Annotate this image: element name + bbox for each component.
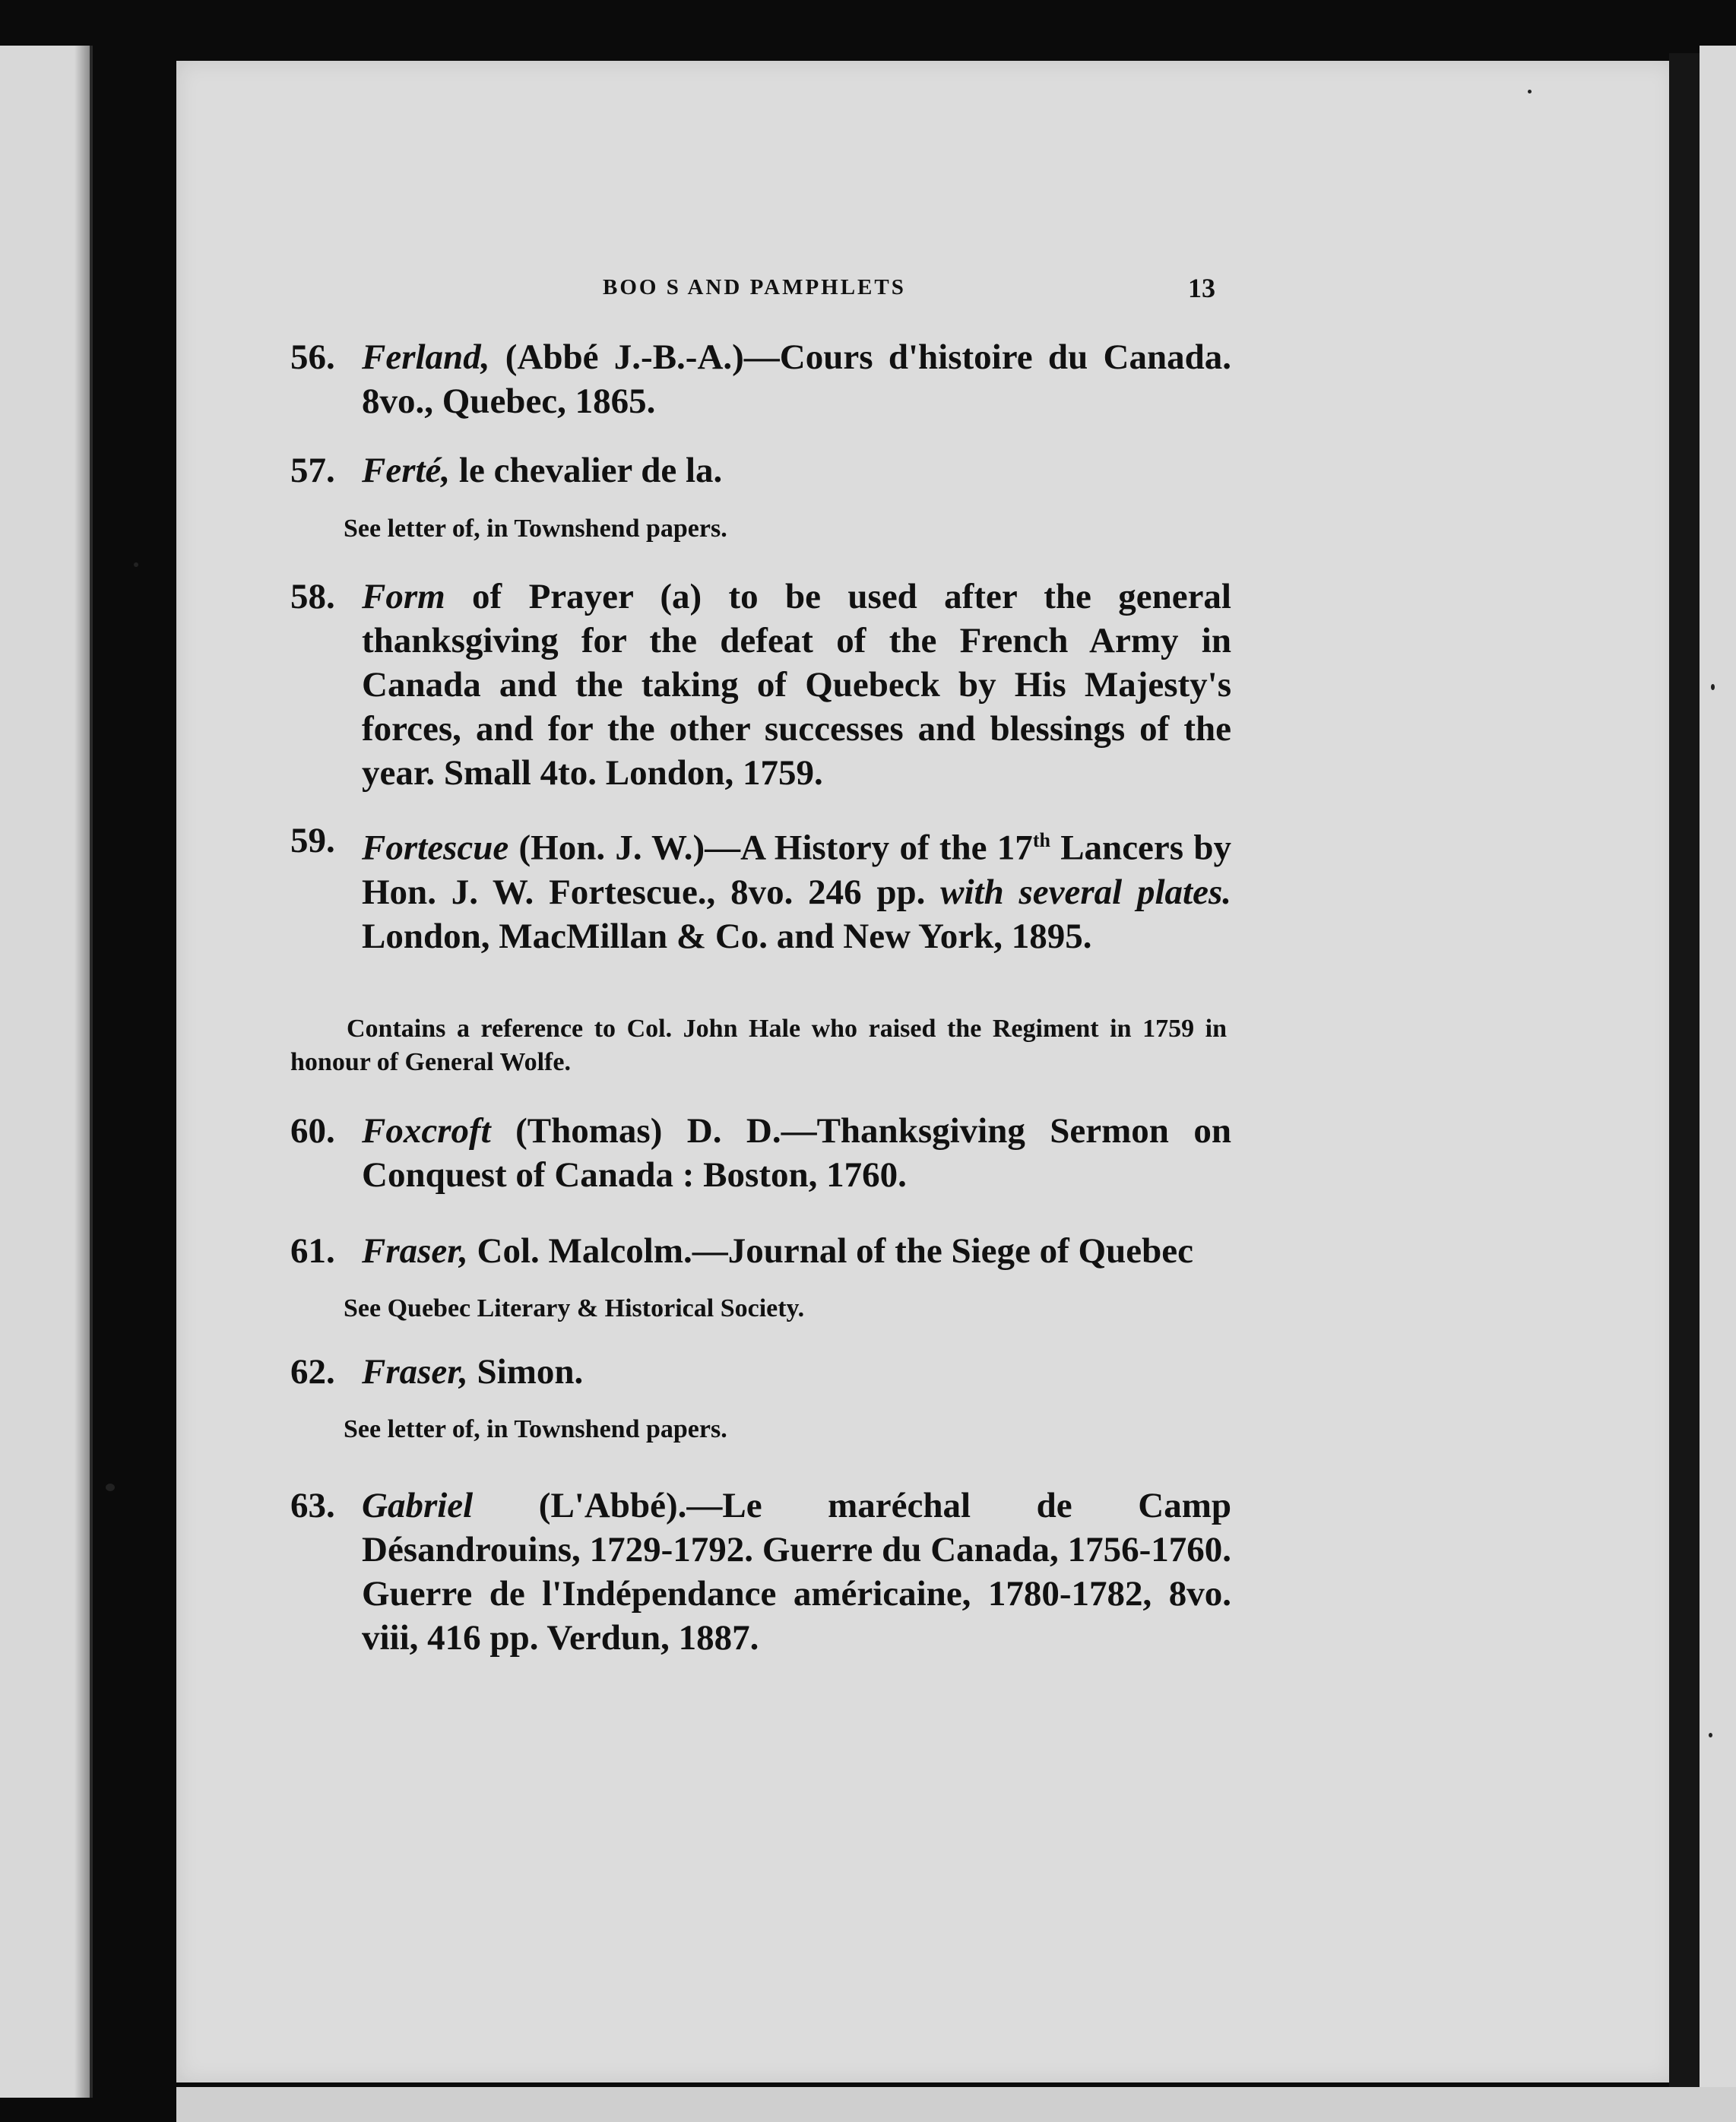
catalog-entry-63 bbox=[290, 1484, 1231, 1660]
entry-number: 63. bbox=[290, 1486, 335, 1525]
scan-speck bbox=[1709, 1733, 1712, 1737]
entry-text: le chevalier de la. bbox=[450, 451, 723, 490]
page-gutter-shadow bbox=[1669, 53, 1700, 2098]
entry-text: (Abbé J.-B.-A.)—Cours d'histoire du Canada. 8vo., Quebec, 1865. bbox=[362, 337, 1231, 421]
catalog-entry-57 bbox=[290, 448, 1231, 492]
entry-note-61: See Quebec Literary & Historical Society. bbox=[344, 1294, 805, 1322]
catalog-entry-59 bbox=[290, 819, 1231, 958]
entry-text: Col. Malcolm.—Journal of the Siege of Quebec bbox=[467, 1231, 1193, 1271]
page-number: 13 bbox=[1188, 273, 1215, 303]
page-bottom-edge bbox=[176, 2087, 1736, 2122]
entry-author: Gabriel bbox=[362, 1486, 474, 1525]
entry-italic-note: with several plates. bbox=[940, 872, 1232, 912]
entry-text: (Hon. J. W.)—A History of the 17 bbox=[508, 828, 1033, 868]
entry-text: of Prayer (a) to be used after the general thanksgiving for the defeat of the French Army in Canada and the taking of Quebeck by His Majesty's forces, and for the other successes and blessings of the year. Small 4to. London, 1759. bbox=[362, 577, 1231, 793]
entry-number: 56. bbox=[290, 337, 335, 377]
entry-number: 61. bbox=[290, 1231, 335, 1271]
entry-author: Foxcroft bbox=[362, 1111, 491, 1151]
entry-text: Lancers by Hon. J. W. Fortescue., 8vo. 246 pp. bbox=[362, 828, 1231, 912]
entry-note-62: See letter of, in Townshend papers. bbox=[344, 1415, 727, 1443]
scan-speck bbox=[1711, 684, 1715, 690]
next-page-edge bbox=[1700, 46, 1736, 2098]
entry-author: Fraser, bbox=[362, 1352, 468, 1392]
entry-text: (L'Abbé).—Le maréchal de Camp Désandrouins, 1729-1792. Guerre du Canada, 1756-1760. Guerre de l'Indépendance américaine, 1780-1782, 8vo. viii, 416 pp. Verdun, 1887. bbox=[362, 1486, 1231, 1658]
running-head: BOO S AND PAMPHLETS bbox=[603, 275, 906, 299]
entry-number: 57. bbox=[290, 451, 335, 490]
catalog-entry-60 bbox=[290, 1109, 1231, 1197]
scan-speck bbox=[106, 1484, 115, 1491]
entry-number: 59. bbox=[290, 821, 335, 860]
entry-superscript: th bbox=[1032, 829, 1050, 851]
entry-number: 58. bbox=[290, 577, 335, 616]
entry-author: Fraser, bbox=[362, 1231, 468, 1271]
entry-text: (Thomas) D. D.—Thanksgiving Sermon on Conquest of Canada : Boston, 1760. bbox=[362, 1111, 1231, 1195]
facing-page-edge bbox=[0, 46, 93, 2098]
entry-text: London, MacMillan & Co. and New York, 1895. bbox=[362, 916, 1092, 956]
scan-speck bbox=[134, 562, 138, 567]
entry-author: Form bbox=[362, 577, 445, 616]
catalog-entry-56 bbox=[290, 335, 1231, 423]
entry-author: Ferté, bbox=[362, 451, 451, 490]
catalog-entry-58 bbox=[290, 575, 1231, 795]
scan-speck bbox=[1528, 90, 1532, 93]
catalog-entry-61 bbox=[290, 1229, 1231, 1273]
entry-text: Simon. bbox=[467, 1352, 584, 1392]
entry-author: Ferland, bbox=[362, 337, 490, 377]
entry-note-59: Contains a reference to Col. John Hale who raised the Regiment in 1759 in honour of General Wolfe. bbox=[290, 1015, 1227, 1076]
entry-number: 62. bbox=[290, 1352, 335, 1392]
entry-note-57: See letter of, in Townshend papers. bbox=[344, 515, 727, 543]
catalog-entry-62 bbox=[290, 1350, 1231, 1394]
entry-author: Fortescue bbox=[362, 828, 509, 868]
entry-number: 60. bbox=[290, 1111, 335, 1151]
